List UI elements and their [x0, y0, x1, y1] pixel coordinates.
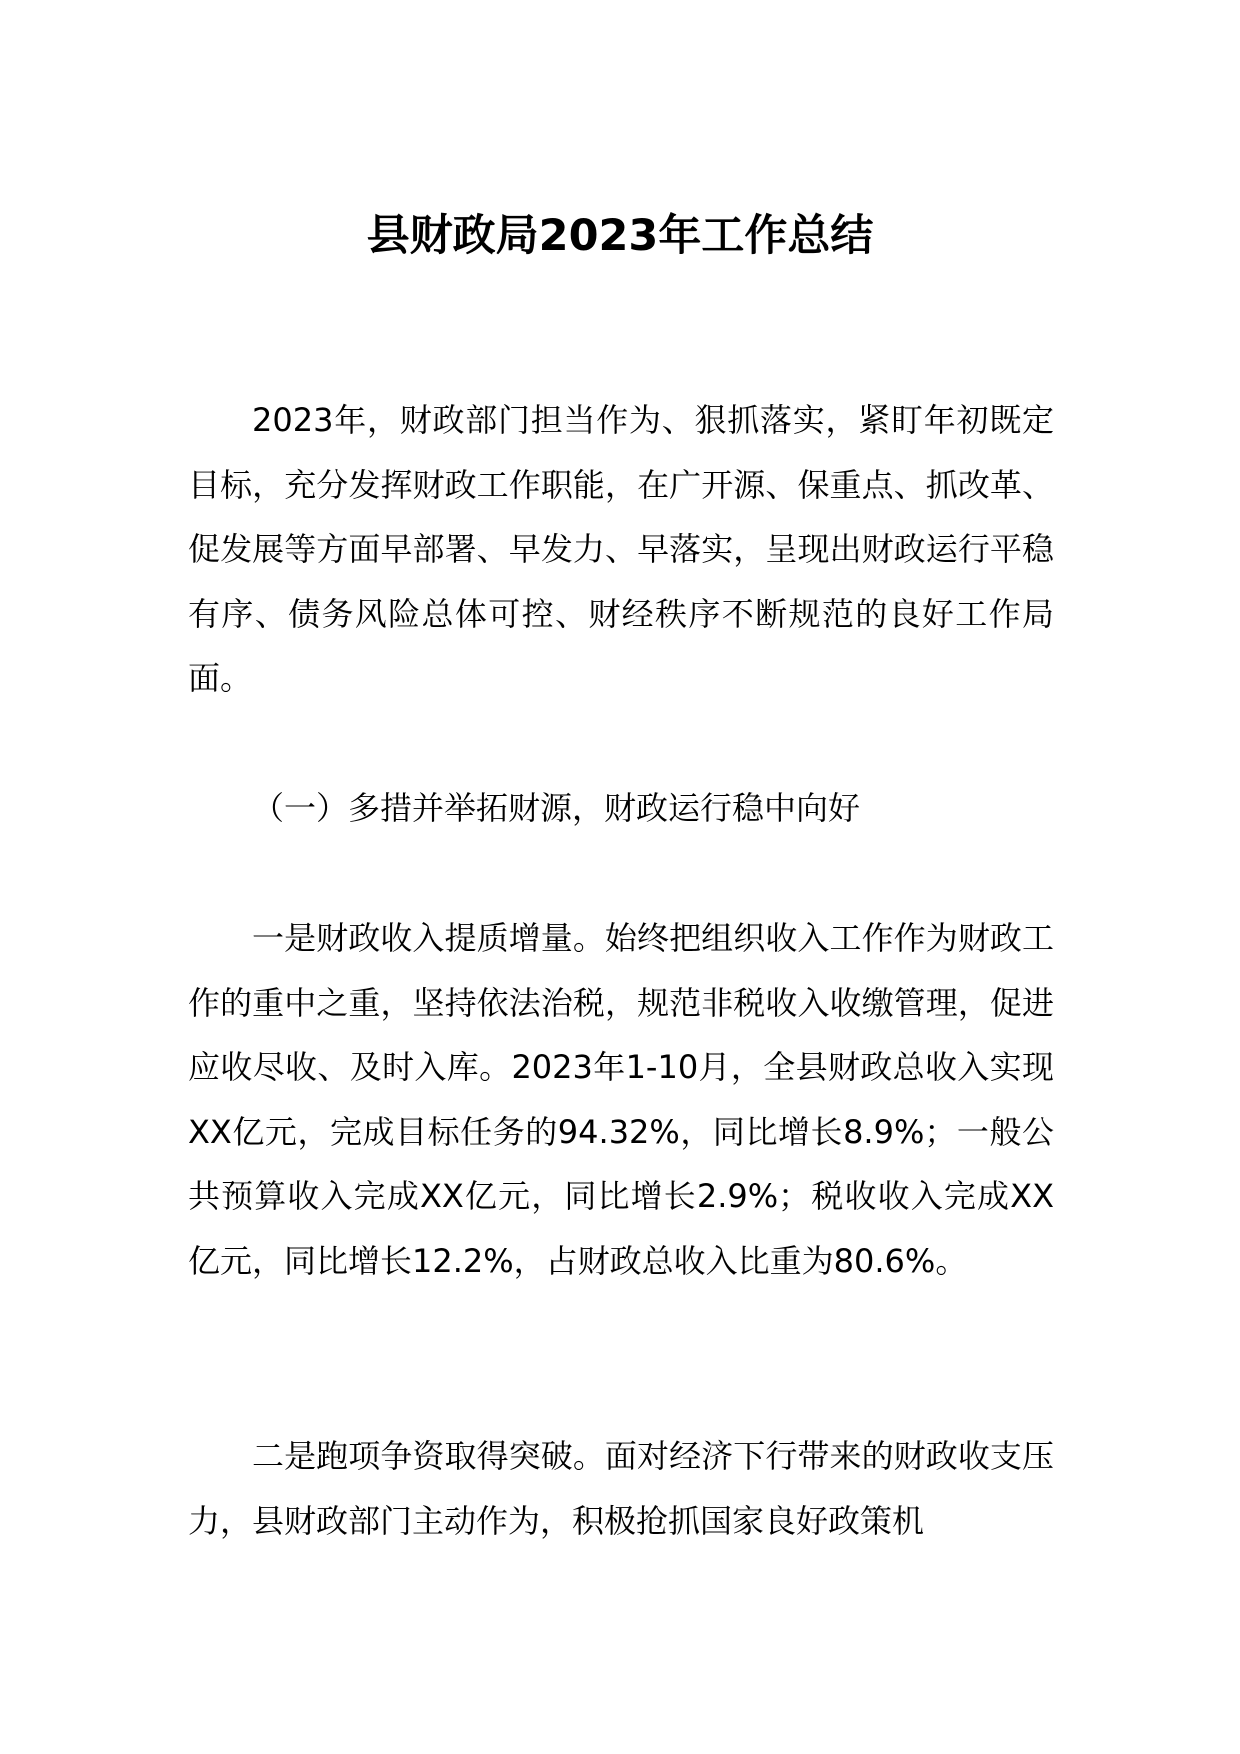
- paragraph-fiscal-revenue: 一是财政收入提质增量。始终把组织收入工作作为财政工作的重中之重，坚持依法治税，规范非税收入收缴管理，促进应收尽收、及时入库。2023年1-10月，全县财政总收入实现XX亿元，完成目标任务的94.32%，同比增长8.9%；一般公共预算收入完成XX亿元，同比增长2.9%；税收收入完成XX亿元，同比增长12.2%，占财政总收入比重为80.6%。: [188, 919, 1054, 1280]
- paragraph-intro: 2023年，财政部门担当作为、狠抓落实，紧盯年初既定目标，充分发挥财政工作职能，在广开源、保重点、抓改革、促发展等方面早部署、早发力、早落实，呈现出财政运行平稳有序、债务风险总体可控、财经秩序不断规范的良好工作局面。: [188, 401, 1054, 697]
- document-title: 县财政局2023年工作总结: [366, 211, 874, 261]
- section-heading: （一）多措并举拓财源，财政运行稳中向好: [252, 789, 861, 827]
- paragraph-project-funding: 二是跑项争资取得突破。面对经济下行带来的财政收支压力，县财政部门主动作为，积极抢抓国家良好政策机: [188, 1437, 1054, 1540]
